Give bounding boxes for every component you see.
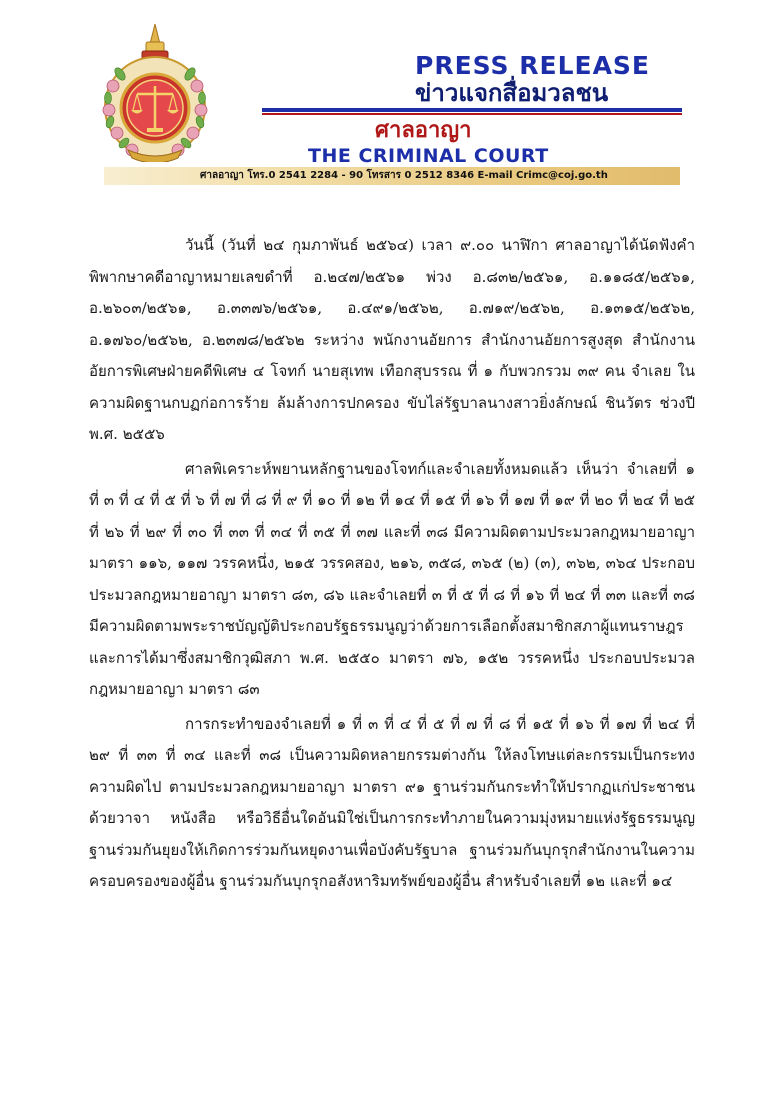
header-divider-blue [262,108,682,112]
court-emblem-icon [100,22,210,162]
paragraph-verdict-hearing: วันนี้ (วันที่ ๒๔ กุมภาพันธ์ ๒๕๖๔) เวลา ๙.๐๐ นาฬิกา ศาลอาญาได้นัดฟังคำพิพากษาคดีอาญาหมายเลขดำที่ อ.๒๔๗/๒๕๖๑ พ่วง อ.๘๓๒/๒๕๖๑, อ.๑๑๘๕/๒๕๖๑, อ.๒๖๐๓/๒๕๖๑, อ.๓๓๗๖/๒๕๖๑, อ.๔๙๑/๒๕๖๒, อ.๗๑๙/๒๕๖๒, อ.๑๓๑๕/๒๕๖๒, อ.๑๗๖๐/๒๕๖๒, อ.๒๓๗๘/๒๕๖๒ ระหว่าง พนักงานอัยการ สำนักงานอัยการสูงสุด สำนักงานอัยการพิเศษฝ่ายคดีพิเศษ ๔ โจทก์ นายสุเทพ เทือกสุบรรณ ที่ ๑ กับพวกรวม ๓๙ คน จำเลย ในความผิดฐานกบฏก่อการร้าย ล้มล้างการปกครอง ขับไล่รัฐบาลนางสาวยิ่งลักษณ์ ชินวัตร ช่วงปี พ.ศ. ๒๕๕๖ [89,236,695,443]
press-release-title: PRESS RELEASE [415,51,651,80]
press-release-header [0,0,778,200]
paragraph-sentencing: การกระทำของจำเลยที่ ๑ ที่ ๓ ที่ ๔ ที่ ๕ ที่ ๗ ที่ ๘ ที่ ๑๕ ที่ ๑๖ ที่ ๑๗ ที่ ๒๔ ที่ ๒๙ ที่ ๓๓ ที่ ๓๔ และที่ ๓๘ เป็นความผิดหลายกรรมต่างกัน ให้ลงโทษแต่ละกรรมเป็นกระทงความผิดไป ตามประมวลกฎหมายอาญา มาตรา ๙๑ ฐานร่วมกันกระทำให้ปรากฏแก่ประชาชนด้วยวาจา หนังสือ หรือวิธีอื่นใดอันมิใช่เป็นการกระทำภายในความมุ่งหมายแห่งรัฐธรรมนูญ ฐานร่วมกันยุยงให้เกิดการร่วมกันหยุดงานเพื่อบังคับรัฐบาล ฐานร่วมกันบุกรุกสำนักงานในความครอบครองของผู้อื่น ฐานร่วมกันบุกรุกอสังหาริมทรัพย์ของผู้อื่น สำหรับจำเลยที่ ๑๒ และที่ ๑๔ [89,714,695,890]
contact-line: ศาลอาญา โทร.0 2541 2284 - 90 โทรสาร 0 2512 8346 E-mail Crimc@coj.go.th [200,170,608,181]
news-title-thai: ข่าวแจกสื่อมวลชน [415,79,609,107]
press-release-body [89,230,695,898]
court-name-english: THE CRIMINAL COURT [308,145,549,167]
header-divider-red [262,113,682,115]
court-name-thai: ศาลอาญา [375,118,472,143]
paragraph-court-findings: ศาลพิเคราะห์พยานหลักฐานของโจทก์และจำเลยทั้งหมดแล้ว เห็นว่า จำเลยที่ ๑ ที่ ๓ ที่ ๔ ที่ ๕ ที่ ๖ ที่ ๗ ที่ ๘ ที่ ๙ ที่ ๑๐ ที่ ๑๒ ที่ ๑๔ ที่ ๑๕ ที่ ๑๖ ที่ ๑๗ ที่ ๑๙ ที่ ๒๐ ที่ ๒๔ ที่ ๒๕ ที่ ๒๖ ที่ ๒๙ ที่ ๓๐ ที่ ๓๓ ที่ ๓๔ ที่ ๓๕ ที่ ๓๗ และที่ ๓๘ มีความผิดตามประมวลกฎหมายอาญามาตรา ๑๑๖, ๑๑๗ วรรคหนึ่ง, ๒๑๕ วรรคสอง, ๒๑๖, ๓๕๘, ๓๖๕ (๒) (๓), ๓๖๒, ๓๖๔ ประกอบประมวลกฎหมายอาญา มาตรา ๘๓, ๘๖ และจำเลยที่ ๓ ที่ ๕ ที่ ๘ ที่ ๑๖ ที่ ๒๔ ที่ ๓๓ และที่ ๓๘ มีความผิดตามพระราชบัญญัติประกอบรัฐธรรมนูญว่าด้วยการเลือกตั้งสมาชิกสภาผู้แทนราษฎรและการได้มาซึ่งสมาชิกวุฒิสภา พ.ศ. ๒๕๕๐ มาตรา ๗๖, ๑๕๒ วรรคหนึ่ง ประกอบประมวลกฎหมายอาญา มาตรา ๘๓ [89,459,695,698]
